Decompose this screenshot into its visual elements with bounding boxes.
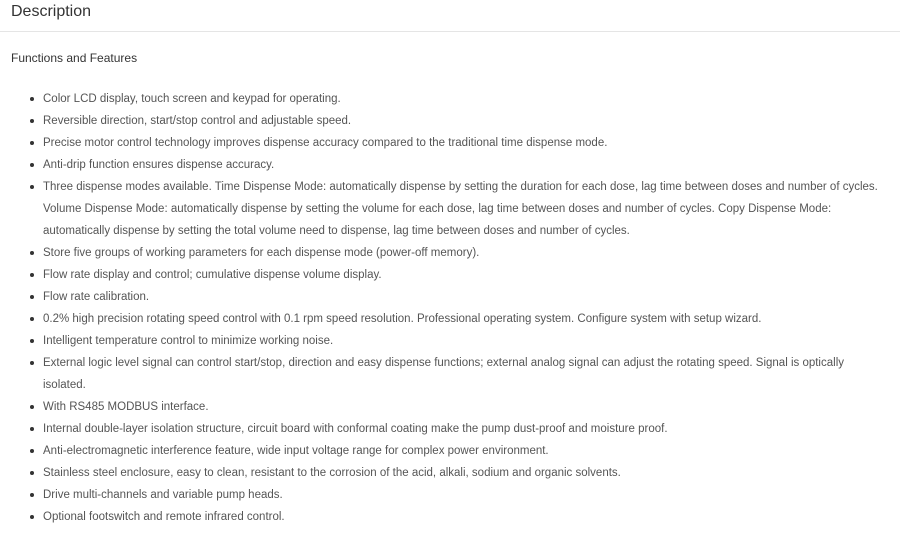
bullet-icon xyxy=(30,119,34,123)
feature-item xyxy=(43,418,878,440)
bullet-icon xyxy=(30,185,34,189)
feature-item xyxy=(43,132,878,154)
feature-text: Flow rate calibration. xyxy=(43,291,150,303)
bullet-icon xyxy=(30,317,34,321)
feature-item xyxy=(43,484,878,506)
feature-text: With RS485 MODBUS interface. xyxy=(43,401,209,413)
feature-item xyxy=(43,396,878,418)
features-list xyxy=(43,88,878,528)
feature-item xyxy=(43,88,878,110)
feature-text: Store five groups of working parameters for each dispense mode (power-off memory). xyxy=(43,247,480,259)
bullet-icon xyxy=(30,449,34,453)
feature-text: Precise motor control technology improves dispense accuracy compared to the traditional time dispense mode. xyxy=(43,137,608,149)
bullet-icon xyxy=(30,515,34,519)
bullet-icon xyxy=(30,295,34,299)
feature-item xyxy=(43,154,878,176)
section-divider xyxy=(0,31,900,32)
feature-item xyxy=(43,264,878,286)
bullet-icon xyxy=(30,141,34,145)
feature-text: Anti-drip function ensures dispense accuracy. xyxy=(43,159,275,171)
bullet-icon xyxy=(30,427,34,431)
feature-text: Three dispense modes available. Time Dispense Mode: automatically dispense by setting the duration for each dose, lag time between doses and number of cycles. Volume Dispense Mode: automatically dispense by setting the volume for each dose, lag time between doses and number of cycles. Copy Dispense Mode: automatically dispense by setting the total volume need to dispense, lag time between doses and number of cycles. xyxy=(43,181,878,237)
feature-text: Anti-electromagnetic interference feature, wide input voltage range for complex power environment. xyxy=(43,445,549,457)
feature-item xyxy=(43,242,878,264)
section-title: Description xyxy=(11,3,92,20)
bullet-icon xyxy=(30,273,34,277)
bullet-icon xyxy=(30,97,34,101)
feature-item xyxy=(43,286,878,308)
feature-text: Flow rate display and control; cumulative dispense volume display. xyxy=(43,269,382,281)
feature-item xyxy=(43,506,878,528)
feature-item xyxy=(43,330,878,352)
features-heading: Functions and Features xyxy=(11,51,138,65)
feature-item xyxy=(43,176,878,242)
bullet-icon xyxy=(30,493,34,497)
feature-item xyxy=(43,110,878,132)
bullet-icon xyxy=(30,471,34,475)
feature-item xyxy=(43,308,878,330)
feature-item xyxy=(43,462,878,484)
feature-item xyxy=(43,352,878,396)
bullet-icon xyxy=(30,251,34,255)
bullet-icon xyxy=(30,405,34,409)
feature-text: Color LCD display, touch screen and keypad for operating. xyxy=(43,93,341,105)
feature-text: External logic level signal can control start/stop, direction and easy dispense functions; external analog signal can adjust the rotating speed. Signal is optically isolated. xyxy=(43,357,844,391)
feature-text: Stainless steel enclosure, easy to clean, resistant to the corrosion of the acid, alkali, sodium and organic solvents. xyxy=(43,467,621,479)
feature-text: Drive multi-channels and variable pump heads. xyxy=(43,489,283,501)
bullet-icon xyxy=(30,361,34,365)
bullet-icon xyxy=(30,163,34,167)
feature-text: Reversible direction, start/stop control and adjustable speed. xyxy=(43,115,352,127)
feature-text: 0.2% high precision rotating speed control with 0.1 rpm speed resolution. Professional operating system. Configure system with setup wizard. xyxy=(43,313,762,325)
bullet-icon xyxy=(30,339,34,343)
feature-text: Optional footswitch and remote infrared control. xyxy=(43,511,285,523)
feature-item xyxy=(43,440,878,462)
feature-text: Internal double-layer isolation structure, circuit board with conformal coating make the pump dust-proof and moisture proof. xyxy=(43,423,668,435)
feature-text: Intelligent temperature control to minimize working noise. xyxy=(43,335,334,347)
